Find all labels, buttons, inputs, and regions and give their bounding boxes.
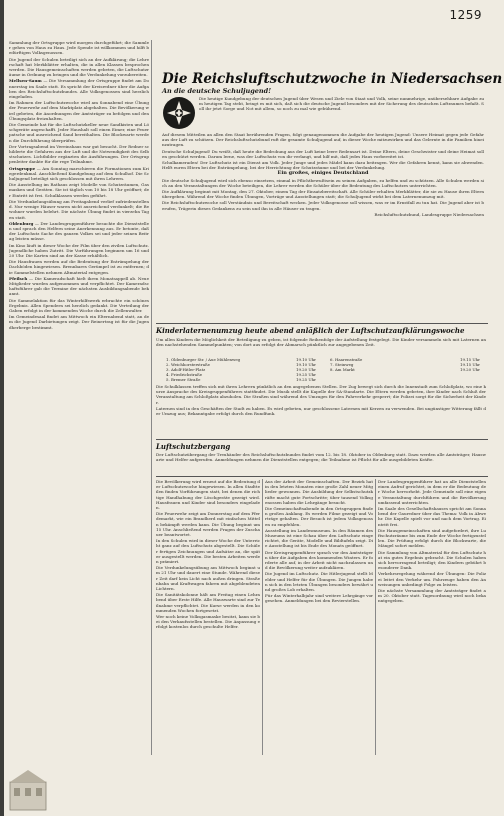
section-heading: Luftschutzbergang [156, 442, 231, 451]
program-row: 5. Bremer Straße 19.25 Uhr [166, 377, 316, 383]
program-row: 3. Adolf-Hitler-Platz 19.20 Uhr [166, 367, 316, 373]
program-row: 6. Haarenstraße 19.15 Uhr [330, 357, 480, 362]
program-list-right [330, 357, 480, 372]
left-heading-2: Ortsgruppe [9, 165, 36, 171]
column-rule [262, 479, 263, 755]
left-column-text: Sammlung der Ortsgruppe wird morgen durchgeführt; die Sammler gehen von Haus zu Haus. Jede Spende ist willkommen und hilft bedürftigen Volksgenossen. Die Jugend der Schulen beteiligt sich an der Aufklärung; die Lehrerschaft hat Merkblätter erhalten, die in allen Klassen besprochen werden. Die Hausgemeinschaften werden gebeten, die Luftschutzräume in Ordnung zu bringen und die Verdunkelung vorzubereiten. Mellsen-Saum — Die Versammlung der Ortsgruppe findet am Donnerstag im Saale statt. Es spricht der Kreisredner über die Aufgaben des Reichsluftschutzbundes. Alle Volksgenossen sind herzlich eingeladen. Im Rahmen der Luftschutzwoche wird am Sonnabend eine Übung der Feuerwehr auf dem Marktplatz abgehalten. Die Bevölkerung wird gebeten, die Anordnungen der Amtsträger zu befolgen und den Übungsplatz freizuhalten. Die Gemeinde hat für die Luftschutzkeller neue Sandkisten und Löschgeräte angeschafft. Jeder Haushalt soll einen Eimer, eine Feuerpatsche und ausreichend Sand bereithalten. Die Blockwarte werden die Durchführung überprüfen. Der Vortragsabend im Vereinshaus war gut besucht. Der Redner schilderte die Gefahren aus der Luft und die Notwendigkeit des Selbstschutzes. Lichtbilder ergänzten die Ausführungen. Der Ortsgruppenleiter dankte für die rege Teilnahme. Ortsgruppe — Am Sonntag marschieren die Formationen zum Kriegerdenkmal. Anschließend Kundgebung auf dem Schulhof. Die Schuljugend beteiligt sich geschlossen mit ihren Lehrern. Die Ausstellung im Rathaus zeigt Modelle von Schutzräumen, Gasmasken und Geräten. Sie ist täglich von 10 bis 18 Uhr geöffnet; der Eintritt ist frei. Schulklassen werden geführt. Die Verdunkelungsübung am Freitagabend verlief zufriedenstellend. Nur wenige Häuser waren nicht ausreichend verdunkelt; die Bewohner wurden belehrt. Die nächste Übung findet in vierzehn Tagen statt. Oldenburg — Der Landesgruppenführer besuchte die Dienststellen und sprach den Helfern seine Anerkennung aus. Er betonte, daß der Luftschutz Sache des ganzen Volkes sei und jeder seinen Beitrag leisten müsse. Im Kino läuft in dieser Woche der Film über den zivilen Luftschutz. Jugendliche haben Zutritt. Die Vorführungen beginnen um 16 und 20 Uhr. Die Karten sind an der Kasse erhältlich. Die Hausfrauen werden auf die Bedeutung der Entrümpelung der Dachböden hingewiesen. Brennbares Gerümpel ist zu entfernen; die Sammelstellen nehmen Altmaterial entgegen. Pfeilsch — Die Kameradschaft hielt ihren Monatsappell ab. Neue Mitglieder wurden aufgenommen und verpflichtet. Der Kameradschaftsführer gab die Termine der nächsten Ausbildungsabende bekannt. Die Sammelaktion für das Winterhilfswerk erbrachte ein schönes Ergebnis. Allen Spendern sei herzlich gedankt. Die Verteilung der Gaben erfolgt in der kommenden Woche durch die Zellenwalter. Im Gemeindesaal findet am Mittwoch ein Elternabend statt, an dem die Jugend Darbietungen zeigt. Der Reinertrag ist für die Jugendherberge bestimmt. [9, 40, 149, 330]
program-row: 1. Oldenburger Str. / Aue Mühlenweg 19.10 Uhr [166, 357, 316, 362]
box-heading: Kinderlaternenumzug heute abend anläßlich der Luftschutzaufklärungswoche [156, 326, 465, 335]
appeal-text: Die heutige Kundgebung der deutschen Jugend über Wesen und Ziele von Staat und Volk, seine nunmehrige, unübersehbare Aufgabe zum heutigen Tag steht, bringt es mit sich, daß sich die deutsche Jugend besonders mit der Sicherung des deutschen Luftraumes befaßt. Soll ihr jetzt Sorge und Not mit allem, so noch zu mal wie gebührend. [199, 96, 484, 112]
program-row: 4. Friedrichstraße 19.25 Uhr [166, 372, 316, 378]
program-row: 8. Am Markt 19.20 Uhr [330, 367, 480, 373]
appeal-motto: Ein großes, einiges Deutschland [277, 170, 369, 177]
subheadline: An die deutsche Schuljugend! [162, 87, 272, 95]
left-heading-3: Oldenburg [9, 220, 34, 226]
left-heading-4: Pfeilsch [9, 275, 28, 281]
main-headline: Die Reichsluftschutzwoche in Niedersachsen [162, 71, 503, 87]
section-intro: Der Luftschutzübergang der Treuhänder des Reichsluftschutzbundes findet vom 12. bis 18. Oktober in Oldenburg statt. Dazu werden alle Amtsträger, Hauswarte und Helfer aufgerufen. Anmeldungen nehmen die Dienststellen entgegen; die Teilnahme ist Pflicht für alle ausgebildeten Kräfte. [156, 452, 486, 463]
column-rule [375, 479, 376, 755]
program-list-left [166, 357, 316, 382]
lower-column-3: Der Landesgruppenführer hat an alle Dienststellen einen Aufruf gerichtet, in dem er die Bedeutung der Woche hervorhebt. Jede Gemeinde soll eine eigene Veranstaltung durchführen und die Bevölkerung umfassend unterrichten. Im Saale des Gesellschaftshauses spricht am Sonnabend der Gauredner über das Thema: Volk in Abwehr. Die Kapelle spielt vor und nach dem Vortrag. Eintritt frei. Die Hausgemeinschaften sind aufgefordert, ihre Luftschutzräume bis zum Ende der Woche fertigzustellen. Die Prüfung erfolgt durch die Blockwarte, die Mängel sofort melden. Die Sammlung von Altmaterial für den Luftschutz hat ein gutes Ergebnis gebracht. Die Schulen haben sich hervorragend beteiligt; den Kindern gebührt besonderer Dank. Verkehrsregelung während der Übungen: Die Polizei leitet den Verkehr um. Fahrzeuge haben den Anweisungen unbedingt Folge zu leisten. Die nächste Versammlung der Amtsträger findet am 20. Oktober statt. Tagesordnung wird noch bekanntgegeben. [378, 479, 486, 604]
archive-stamp-icon [8, 762, 48, 812]
program-row: 2. Weichhorsterstraße 19.10 Uhr [166, 362, 316, 368]
left-heading-1: Mellsen-Saum [9, 78, 42, 84]
box-body: Die Schulklassen treffen sich mit ihren Lehrern pünktlich an den angegebenen Stellen. Der Zug bewegt sich durch die Innenstadt zum Schloßplatz, wo eine kurze Ansprache des Kreisgruppenführers stattfindet. Die Musik stellt die Kapelle der SA-Standarte. Die Eltern werden gebeten, ihre Kinder nach Schluß der Veranstaltung am Schloßplatz abzuholen. Die Straßen sind während des Umzuges für den Fahrverkehr gesperrt; die Polizei sorgt für die Sicherheit der Kinder. Laternen sind in den Geschäften der Stadt zu haben. Es wird gebeten, nur geschlossene Laternen mit Kerzen zu verwenden. Bei ungünstiger Witterung fällt der Umzug aus; Bekanntgabe erfolgt durch den Rundfunk. [156, 384, 486, 417]
appeal-text-2: Auf diesem Mitteilen an allen den Staat berührenden Fragen, folgt genaugenommen die Aufgabe der heutigen Jugend: Unsere Heimat gegen jede Gefahr aus der Luft zu schützen. Der Reichsluftschutzbund ruft die gesamte Schuljugend auf, in dieser Woche mitzuwirken und das Gelernte in die Familien hineinzutragen. Deutsche Schuljugend! Du weißt, daß heute die Bedrohung aus der Luft keine leere Redensart ist. Deine Eltern, deine Geschwister und deine Heimat sollen geschützt werden. Darum lerne, was der Luftschutz von dir verlangt, und hilf mit, daß jedes Haus vorbereitet ist. Schulkameraden! Der Luftschutz ist ein Dienst am Volk. Jeder Junge und jedes Mädel kann dazu beitragen. Wer die Gefahren kennt, kann sie abwenden. Helft euren Eltern bei der Entrümpelung, bei der Herrichtung der Schutzräume und bei der Verdunkelung. Ein großes, einiges Deutschland Die deutsche Schuljugend wird sich ebenso einsetzen, einmal in Pflichtbewußtsein zu seinen Aufgaben, zu helfen und zu schützen. Alle Schulen werden sich an den Veranstaltungen der Woche beteiligen, die Lehrer werden die Schüler über die Bedeutung des Luftschutzes unterrichten. Die Aufklärung beginnt mit Montag, den 27. Oktober, einem Tag der Einsatzbereitschaft. Alle Schüler erhalten Merkblätter, die sie zu Hause ihren Eltern übergeben. Während der Woche finden Übungen, Vorträge und Ausstellungen statt; die Schuljugend wirkt bei dem Laternenumzug mit. Die Reichsluftschutzwoche soll Verständnis und Bereitschaft wecken. Jeder Volksgenosse soll wissen, was er im Ernstfall zu tun hat. Die Jugend aber ist berufen, Trägerin dieses Gedankens zu sein und ihn in alle Häuser zu tragen. Reichsluftschutzbund, Landesgruppe Niedersachsen [162, 132, 484, 217]
reichsluftschutzbund-emblem-icon [162, 96, 196, 130]
column-rule [151, 40, 152, 755]
section-divider [156, 439, 488, 440]
section-divider [156, 323, 488, 324]
lower-column-1: Die Bevölkerung wird erneut auf die Bedeutung der Luftschutzwoche hingewiesen. In allen Stadtteilen finden Vorführungen statt, bei denen die richtige Handhabung der Löschgeräte gezeigt wird. Hausfrauen und Kinder sind besonders eingeladen. Die Feuerwehr zeigt am Donnerstag auf dem Pferdemarkt, wie ein Brandherd mit einfachen Mitteln bekämpft werden kann. Die Übung beginnt um 15 Uhr. Anschließend werden Fragen der Zuschauer beantwortet. In den Schulen wird in dieser Woche der Unterricht ganz auf den Luftschutz abgestellt. Die Schüler fertigen Zeichnungen und Aufsätze an, die später ausgestellt werden. Die besten Arbeiten werden prämiert. Die Verdunkelungsübung am Mittwoch beginnt um 21 Uhr und dauert eine Stunde. Während dieser Zeit darf kein Licht nach außen dringen. Straßenbahn und Kraftwagen fahren mit abgeblendeten Lichtern. Die Sanitätskolonne hält am Freitag einen Lehrabend über Erste Hilfe. Alle Hauswarte sind zur Teilnahme verpflichtet. Die Kurse werden in den kommenden Wochen fortgesetzt. Wer noch keine Volksgasmaske besitzt, kann sie bei den Verkaufsstellen bestellen. Die Anpassung erfolgt kostenlos durch geschulte Helfer. [156, 479, 260, 630]
page-number: 1259 [449, 8, 482, 22]
box-intro: Um allen Kindern die Möglichkeit der Beteiligung zu geben, ist folgende Reihenfolge der Aufstellung festgelegt. Die Kinder versammeln sich mit Laternen an den nachstehenden Sammelpunkten; von dort aus erfolgt der Abmarsch pünktlich zur angegebenen Zeit. [156, 337, 486, 348]
lower-column-2: Aus der Arbeit der Gemeinschaften. Der Bezirk hat in den letzten Monaten eine große Zahl neuer Mitglieder gewonnen. Die Ausbildung der Selbstschutzkräfte macht gute Fortschritte; über tausend Volksgenossen haben die Lehrgänge besucht. Die Gemeinschaftsabende in den Ortsgruppen finden großen Anklang. Es werden Filme gezeigt und Vorträge gehalten. Der Besuch ist jedem Volksgenossen zu empfehlen. Ausstellung im Landesmuseum. In den Räumen des Museums ist eine Schau über den Luftschutz eingerichtet, die Geräte, Modelle und Bildtafeln zeigt. Die Ausstellung ist bis Ende des Monats geöffnet. Der Kreisgruppenführer sprach vor den Amtsträgern über die Aufgaben des kommenden Winters. Er forderte alle auf, in der Arbeit nicht nachzulassen und die Bevölkerung weiter aufzuklären. Die Jugend im Luftschutz. Die Hitlerjugend stellt Melder und Helfer für die Übungen. Die Jungen haben sich in den letzten Übungen besonders bewährt und großes Lob erhalten. Für das Winterhalbjahr sind weitere Lehrgänge vorgesehen. Anmeldungen bei den Revierstellen. [265, 479, 373, 604]
program-row: 7. Steinweg 19.15 Uhr [330, 362, 480, 368]
binding-edge [0, 0, 4, 816]
section-divider [156, 476, 488, 477]
